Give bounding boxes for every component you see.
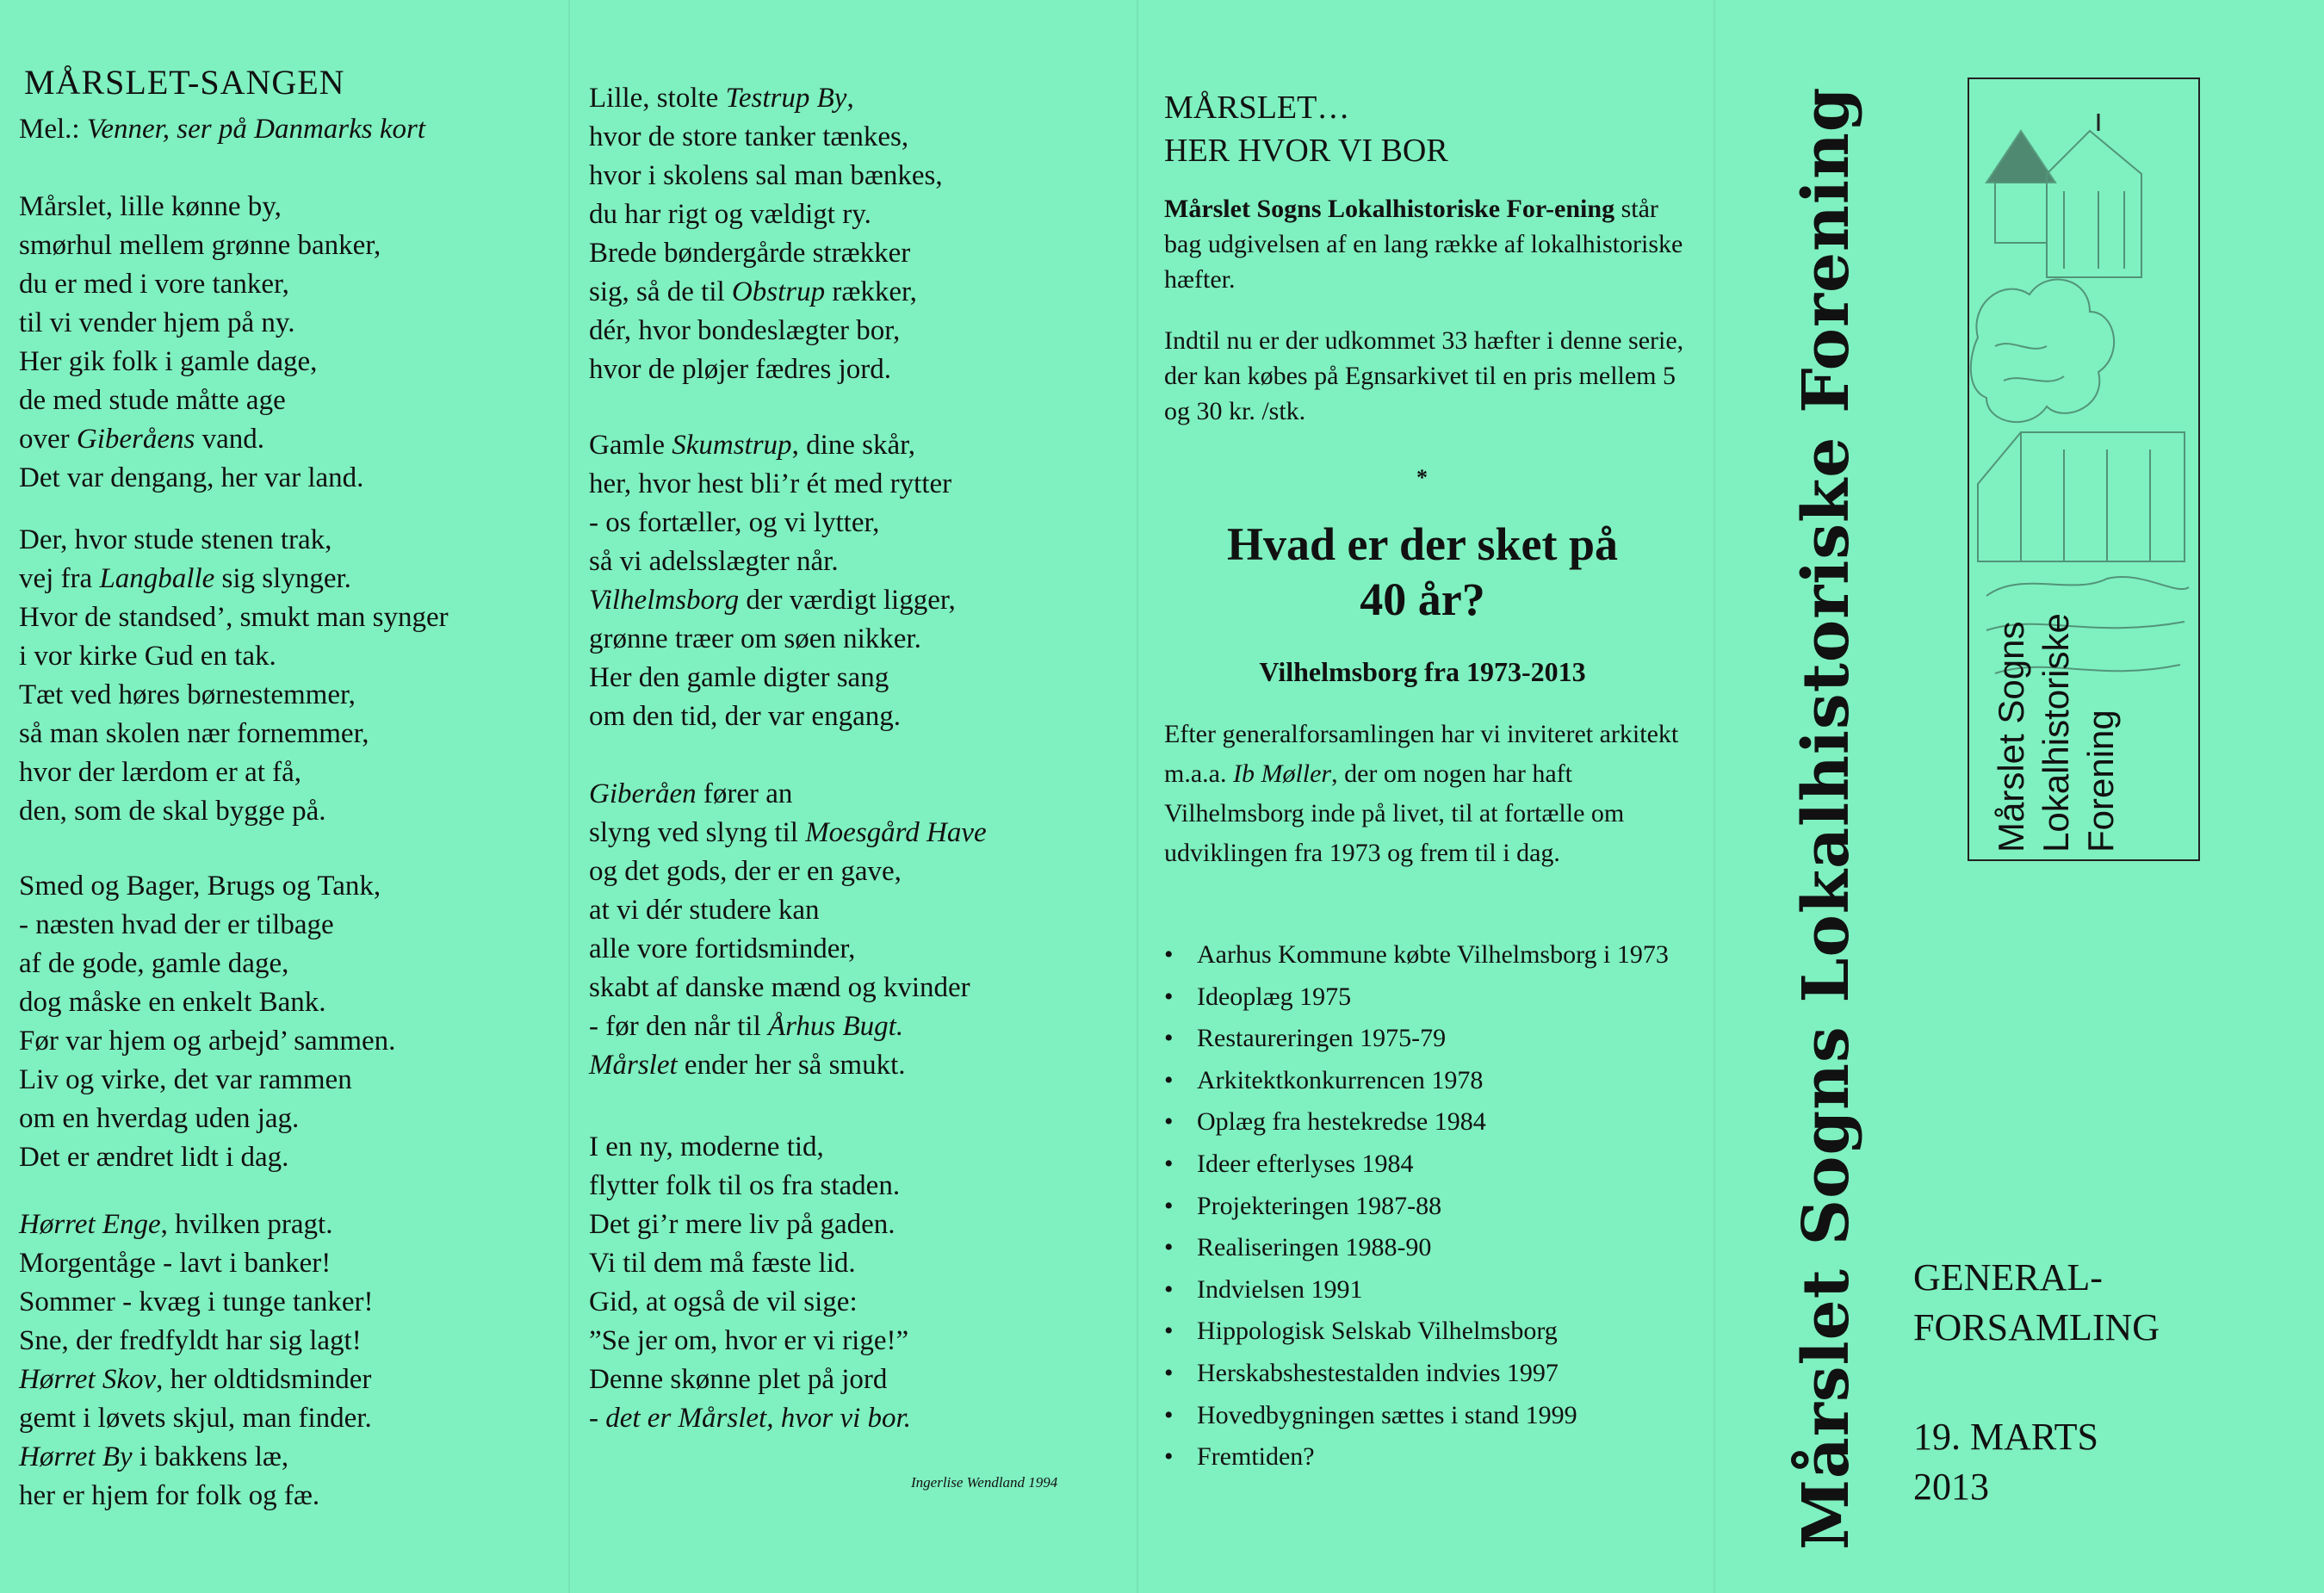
verse-line: Giberåen fører an <box>589 778 793 809</box>
list-item: • Arkitektkonkurrencen 1978 <box>1164 1065 1484 1094</box>
verse-line: Hvor de standsed’, smukt man synger <box>19 602 449 633</box>
verse-line: Mårslet, lille kønne by, <box>19 191 282 222</box>
info-paragraph-1 <box>1164 191 1698 297</box>
info-text: står bag udgivelsen af en lang række af lokalhistoriske hæfter. <box>1164 195 1683 294</box>
verse-line: smørhul mellem grønne banker, <box>19 230 381 261</box>
fold-line <box>1137 0 1138 1593</box>
verse-line: Der, hvor stude stenen trak, <box>19 524 332 555</box>
info-heading-line: MÅRSLET… <box>1164 90 1350 126</box>
verse-line: Vilhelmsborg der værdigt ligger, <box>589 585 956 616</box>
verse-line: her, hvor hest bli’r ét med rytter <box>589 468 952 499</box>
verse-line: Her den gamle digter sang <box>589 662 889 693</box>
verse-line: om den tid, der var engang. <box>589 701 901 732</box>
verse-line: så vi adelsslægter når. <box>589 546 839 577</box>
fold-line <box>568 0 570 1593</box>
verse-line: Gamle Skumstrup, dine skår, <box>589 430 916 461</box>
event-date-line: 19. MARTS <box>1913 1416 2098 1458</box>
list-item: • Herskabshestestalden indvies 1997 <box>1164 1358 1559 1387</box>
description-text: , der om nogen har haft Vilhelmsborg inde på livet, til at fortælle om udviklingen fra 1973 og frem til i dag. <box>1164 759 1625 867</box>
verse-line: den, som de skal bygge på. <box>19 796 326 827</box>
verse-line: hvor der lærdom er at få, <box>19 757 302 788</box>
verse-line: Her gik folk i gamle dage, <box>19 346 318 377</box>
info-paragraph-2: Indtil nu er der udkommet 33 hæfter i denne serie, der kan købes på Egnsarkivet til en pris mellem 5 og 30 kr. /stk. <box>1164 326 1684 425</box>
verse-line: Mårslet ender her så smukt. <box>589 1050 906 1081</box>
list-item: • Ideoplæg 1975 <box>1164 982 1352 1011</box>
event-date <box>1913 1412 2098 1512</box>
verse-line: hvor de pløjer fædres jord. <box>589 354 891 385</box>
event-subheading: Vilhelmsborg fra 1973-2013 <box>1259 656 1586 687</box>
verse-line: Brede bøndergårde strækker <box>589 238 911 269</box>
verse-line: hvor de store tanker tænkes, <box>589 121 909 152</box>
verse-line: Denne skønne plet på jord <box>589 1364 888 1395</box>
stanza-7 <box>589 775 987 1085</box>
event-title-line: FORSAMLING <box>1913 1306 2160 1348</box>
event-date-line: 2013 <box>1913 1466 1989 1508</box>
list-item: • Aarhus Kommune købte Vilhelmsborg i 1973 <box>1164 940 1669 969</box>
verse-line: Det gi’r mere liv på gaden. <box>589 1209 896 1240</box>
verse-line: du er med i vore tanker, <box>19 269 289 300</box>
verse-line: Før var hjem og arbejd’ sammen. <box>19 1026 396 1057</box>
verse-line: over Giberåens vand. <box>19 424 265 455</box>
list-item: • Restaureringen 1975-79 <box>1164 1024 1447 1053</box>
list-item: • Indvielsen 1991 <box>1164 1274 1363 1304</box>
stanza-8 <box>589 1128 911 1438</box>
separator-star: * <box>1416 465 1428 490</box>
verse-line: Det er ændret lidt i dag. <box>19 1142 289 1173</box>
logo-label <box>1989 613 2123 852</box>
verse-line: Liv og virke, det var rammen <box>19 1064 352 1095</box>
description-text: Efter generalforsamlingen har vi inviteret arkitekt m.a.a. <box>1164 720 1679 788</box>
verse-line: grønne træer om søen nikker. <box>589 623 921 654</box>
stanza-5 <box>589 79 943 389</box>
list-item: • Projekteringen 1987-88 <box>1164 1191 1442 1220</box>
melody-prefix: Mel.: <box>19 114 87 145</box>
speaker-name: Ib Møller <box>1232 759 1332 788</box>
song-signature: Ingerlise Wendland 1994 <box>911 1474 1058 1491</box>
verse-line: Hørret Skov, her oldtidsminder <box>19 1364 372 1395</box>
verse-line: Hørret By i bakkens læ, <box>19 1441 289 1472</box>
verse-line: her er hjem for folk og fæ. <box>19 1480 320 1511</box>
verse-line: Det var dengang, her var land. <box>19 462 364 493</box>
verse-line: Morgentåge - lavt i banker! <box>19 1248 332 1279</box>
verse-line: Sne, der fredfyldt har sig lagt! <box>19 1325 362 1356</box>
verse-line: Lille, stolte Testrup By, <box>589 83 854 114</box>
stanza-4 <box>19 1206 374 1516</box>
list-item: • Oplæg fra hestekredse 1984 <box>1164 1107 1486 1137</box>
fold-line <box>1714 0 1715 1593</box>
stanza-6 <box>589 426 956 736</box>
verse-line: alle vore fortidsminder, <box>589 933 856 964</box>
cover-title: Mårslet Sogns Lokalhistoriske Forening <box>1789 86 1863 1550</box>
verse-line: - før den når til Århus Bugt. <box>589 1011 904 1042</box>
verse-line: vej fra Langballe sig slynger. <box>19 563 351 594</box>
verse-line: Hørret Enge, hvilken pragt. <box>19 1209 333 1240</box>
verse-line: at vi dér studere kan <box>589 895 820 926</box>
verse-line: hvor i skolens sal man bænkes, <box>589 160 943 191</box>
song-title: MÅRSLET-SANGEN <box>24 63 345 102</box>
verse-line: af de gode, gamle dage, <box>19 948 289 979</box>
list-item: • Hippologisk Selskab Vilhelmsborg <box>1164 1317 1558 1346</box>
verse-line: de med stude måtte age <box>19 385 286 416</box>
association-name: Mårslet Sogns Lokalhistoriske For-ening <box>1164 195 1615 223</box>
verse-line: flytter folk til os fra staden. <box>589 1170 901 1201</box>
event-heading-line: Hvad er der sket på <box>1226 518 1619 570</box>
event-title <box>1913 1253 2160 1353</box>
verse-line: Vi til dem må fæste lid. <box>589 1248 856 1279</box>
verse-line: sig, så de til Obstrup rækker, <box>589 276 917 307</box>
verse-line: Smed og Bager, Brugs og Tank, <box>19 871 381 902</box>
verse-line: du har rigt og vældigt ry. <box>589 199 871 230</box>
verse-line: og det gods, der er en gave, <box>589 856 902 887</box>
verse-line: til vi vender hjem på ny. <box>19 307 295 338</box>
melody-line <box>19 114 425 146</box>
verse-line: i vor kirke Gud en tak. <box>19 641 276 672</box>
verse-line: slyng ved slyng til Moesgård Have <box>589 817 987 848</box>
stanza-1 <box>19 188 381 498</box>
verse-line: - os fortæller, og vi lytter, <box>589 507 880 538</box>
melody-name: Venner, ser på Danmarks kort <box>86 114 426 145</box>
stanza-3 <box>19 867 395 1177</box>
verse-line: ”Se jer om, hvor er vi rige!” <box>589 1325 909 1356</box>
event-heading <box>1164 517 1681 627</box>
info-heading-line: HER HVOR VI BOR <box>1164 133 1448 169</box>
verse-line: gemt i løvets skjul, man finder. <box>19 1403 372 1434</box>
verse-line: om en hverdag uden jag. <box>19 1103 300 1134</box>
stanza-2 <box>19 521 449 831</box>
logo-label-line: Lokalhistoriske <box>2036 613 2076 852</box>
verse-line: Tæt ved høres børnestemmer, <box>19 679 356 710</box>
list-item: • Realiseringen 1988-90 <box>1164 1233 1432 1262</box>
verse-line: så man skolen nær fornemmer, <box>19 718 369 749</box>
verse-line: I en ny, moderne tid, <box>589 1131 824 1162</box>
logo-label-line: Mårslet Sogns <box>1991 621 2031 852</box>
verse-line: Sommer - kvæg i tunge tanker! <box>19 1286 374 1317</box>
event-description <box>1164 715 1681 873</box>
info-heading <box>1164 86 1448 172</box>
timeline-list <box>1164 934 1698 1478</box>
list-item: • Hovedbygningen sættes i stand 1999 <box>1164 1400 1577 1429</box>
list-item: • Fremtiden? <box>1164 1442 1315 1472</box>
verse-line: - næsten hvad der er tilbage <box>19 909 334 940</box>
verse-line: Gid, at også de vil sige: <box>589 1286 858 1317</box>
verse-line: dér, hvor bondeslægter bor, <box>589 315 901 346</box>
verse-line: skabt af danske mænd og kvinder <box>589 972 970 1003</box>
verse-line: dog måske en enkelt Bank. <box>19 987 326 1018</box>
event-heading-line: 40 år? <box>1360 573 1485 625</box>
event-title-line: GENERAL- <box>1913 1256 2103 1299</box>
verse-line: - det er Mårslet, hvor vi bor. <box>589 1403 911 1434</box>
logo-label-line: Forening <box>2080 710 2121 852</box>
list-item: • Ideer efterlyses 1984 <box>1164 1149 1414 1178</box>
